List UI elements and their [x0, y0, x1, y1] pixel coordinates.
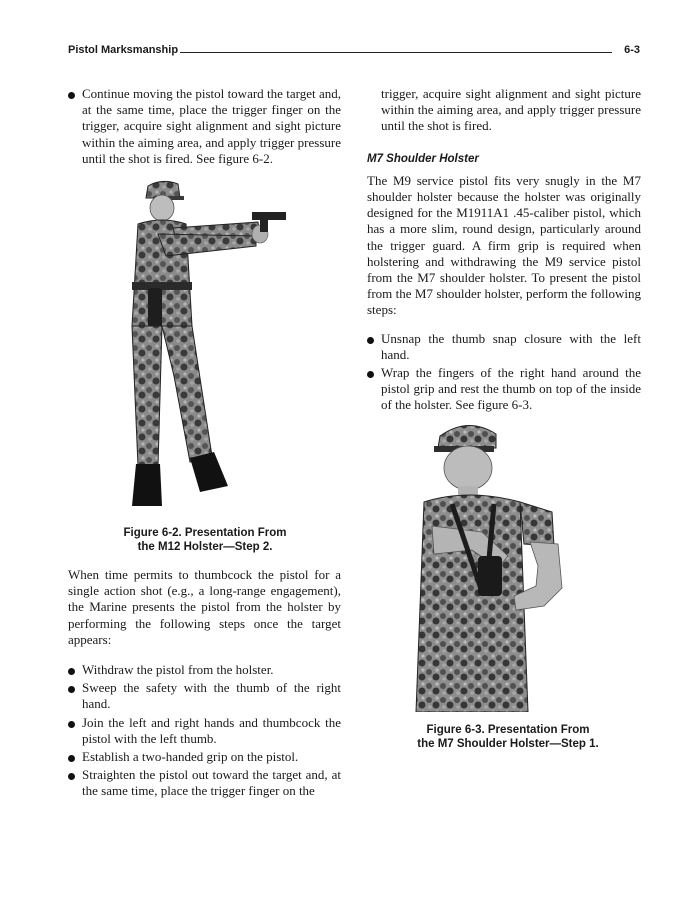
bullet-icon	[68, 668, 75, 675]
bullet-icon	[68, 755, 75, 762]
bullet-icon	[68, 721, 75, 728]
m7-steps-list	[367, 331, 641, 414]
header-rule	[180, 52, 612, 53]
list-item: Establish a two-handed grip on the pistol.	[68, 749, 341, 765]
top-bullet-list	[68, 86, 341, 167]
thumbcock-paragraph: When time permits to thumbcock the pistol for a single action shot (e.g., a long-range engagement), the Marine presents the pistol from the holster by performing the following steps once the target appears:	[68, 567, 341, 647]
list-item: Continue moving the pistol toward the target and, at the same time, place the trigger finger on the trigger, acquire sight alignment and sight picture within the aiming area, and apply trigger pressure until the shot is fired. See figure 6-2.	[68, 86, 341, 167]
figure-6-2-caption: Figure 6-2. Presentation From the M12 Holster—Step 2.	[123, 527, 287, 553]
bullet-icon	[367, 337, 374, 344]
list-item: Withdraw the pistol from the holster.	[68, 662, 341, 678]
continuation-text: trigger, acquire sight alignment and sight picture within the aiming area, and apply trigger pressure until the shot is fired.	[381, 86, 641, 134]
page-number: 6-3	[624, 44, 640, 56]
m7-paragraph: The M9 service pistol fits very snugly in the M7 shoulder holster because the holster was originally designed for the M1911A1 .45-caliber pistol, which has a more slim, round design, particularly around the trigger guard. A firm grip is required when holstering and withdrawing the M9 service pistol from the M7 shoulder holster. To present the pistol from the M7 shoulder holster, perform the following steps:	[367, 172, 641, 318]
figure-6-2-photo	[118, 176, 288, 516]
list-item: Straighten the pistol out toward the target and, at the same time, place the trigger finger on the	[68, 767, 341, 799]
bullet-icon	[68, 686, 75, 693]
section-title: Pistol Marksmanship	[68, 44, 179, 56]
left-column-lower	[68, 567, 341, 802]
list-item: Sweep the safety with the thumb of the right hand.	[68, 680, 341, 712]
bullet-icon	[68, 773, 75, 780]
page-header	[68, 44, 640, 60]
figure-6-3-photo	[412, 416, 580, 712]
left-column	[68, 86, 341, 169]
bullet-icon	[367, 371, 374, 378]
thumbcock-steps-list	[68, 662, 341, 800]
figure-6-3-caption: Figure 6-3. Presentation From the M7 Shoulder Holster—Step 1.	[417, 724, 599, 750]
list-item: Wrap the fingers of the right hand around the pistol grip and rest the thumb on top of the inside of the holster. See figure 6-3.	[367, 365, 641, 414]
list-item: Join the left and right hands and thumbcock the pistol with the left thumb.	[68, 715, 341, 747]
list-item: Unsnap the thumb snap closure with the left hand.	[367, 331, 641, 363]
bullet-icon	[68, 92, 75, 99]
right-column	[367, 86, 641, 416]
m7-subheading: M7 Shoulder Holster	[367, 152, 479, 165]
